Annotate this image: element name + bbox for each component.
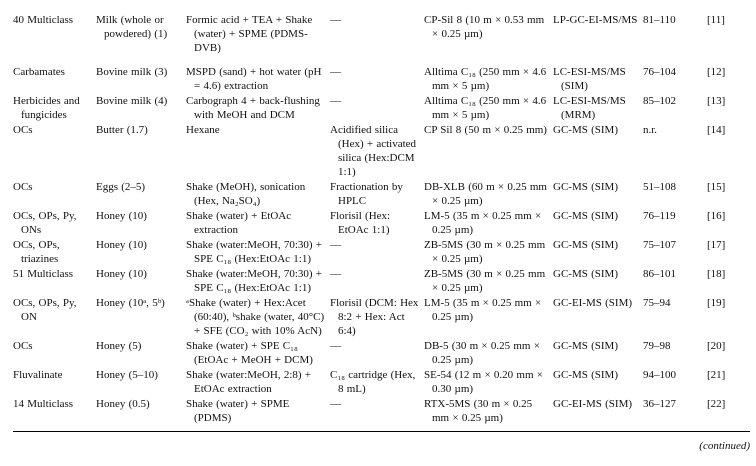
cell-analytes: Herbicides and fungicides xyxy=(13,95,80,121)
cell-recovery: 85–102 xyxy=(643,95,676,107)
cell-cleanup: — xyxy=(330,14,341,26)
cell-matrix: Eggs (2–5) xyxy=(96,181,146,193)
cell-analytes: OCs, OPs, Py, ONs xyxy=(13,210,77,236)
cell-column: LM-5 (35 m × 0.25 mm × 0.25 µm) xyxy=(424,210,542,236)
cell-detection: GC-MS (SIM) xyxy=(553,239,618,251)
cell-detection: GC-MS (SIM) xyxy=(553,181,618,193)
cell-matrix: Bovine milk (4) xyxy=(96,95,168,107)
cell-recovery: 51–108 xyxy=(643,181,676,193)
cell-reference: [11] xyxy=(707,14,725,26)
continued-note: (continued) xyxy=(699,440,750,452)
cell-reference: [22] xyxy=(707,398,726,410)
cell-reference: [19] xyxy=(707,297,726,309)
cell-extraction: Shake (water:MeOH, 2:8) + EtOAc extraction xyxy=(186,369,312,395)
cell-cleanup: — xyxy=(330,398,341,410)
cell-detection: GC-EI-MS (SIM) xyxy=(553,398,633,410)
table-row xyxy=(13,296,750,339)
cell-cleanup: — xyxy=(330,239,341,251)
cell-analytes: 14 Multiclass xyxy=(13,398,74,410)
cell-cleanup: — xyxy=(330,66,341,78)
cell-cleanup: — xyxy=(330,95,341,107)
table-row xyxy=(13,123,750,180)
table-row xyxy=(13,397,750,426)
cell-extraction: Shake (MeOH), sonication (Hex, Na₂SO₄) xyxy=(186,181,306,207)
cell-analytes: 40 Multiclass xyxy=(13,14,74,26)
cell-reference: [14] xyxy=(707,124,726,136)
cell-detection: GC-MS (SIM) xyxy=(553,369,618,381)
table-row xyxy=(13,13,750,65)
cell-column: Alltima C₁₈ (250 mm × 4.6 mm × 5 µm) xyxy=(424,66,547,92)
cell-analytes: OCs xyxy=(13,181,33,193)
cell-matrix: Honey (5) xyxy=(96,340,142,352)
cell-cleanup: C₁₈ cartridge (Hex, 8 mL) xyxy=(330,369,416,395)
cell-extraction: MSPD (sand) + hot water (pH = 4.6) extraction xyxy=(186,66,322,92)
cell-column: Alltima C₁₈ (250 mm × 4.6 mm × 5 µm) xyxy=(424,95,547,121)
cell-matrix: Honey (0.5) xyxy=(96,398,150,410)
table-row xyxy=(13,339,750,368)
table-row xyxy=(13,267,750,296)
cell-cleanup: Florisil (Hex: EtOAc 1:1) xyxy=(330,210,391,236)
methods-table xyxy=(13,13,750,426)
cell-extraction: Shake (water) + SPE C₁₈ (EtOAc + MeOH + DCM) xyxy=(186,340,313,366)
cell-reference: [21] xyxy=(707,369,726,381)
table-bottom-rule xyxy=(13,431,750,432)
cell-column: LM-5 (35 m × 0.25 mm × 0.25 µm) xyxy=(424,297,542,323)
table-row xyxy=(13,65,750,94)
cell-analytes: Carbamates xyxy=(13,66,65,78)
cell-matrix: Milk (whole or powdered) (1) xyxy=(96,14,168,40)
table-row xyxy=(13,238,750,267)
cell-recovery: 75–94 xyxy=(643,297,671,309)
cell-matrix: Butter (1.7) xyxy=(96,124,148,136)
cell-detection: GC-MS (SIM) xyxy=(553,210,618,222)
cell-cleanup: Florisil (DCM: Hex 8:2 + Hex: Act 6:4) xyxy=(330,297,419,337)
cell-column: ZB-5MS (30 m × 0.25 mm × 0.25 µm) xyxy=(424,268,546,294)
cell-extraction: Formic acid + TEA + Shake (water) + SPME (PDMS-DVB) xyxy=(186,14,313,54)
cell-matrix: Honey (10) xyxy=(96,239,147,251)
cell-detection: LC-ESI-MS/MS (MRM) xyxy=(553,95,626,121)
cell-column: DB-XLB (60 m × 0.25 mm × 0.25 µm) xyxy=(424,181,547,207)
cell-cleanup: — xyxy=(330,340,341,352)
cell-reference: [13] xyxy=(707,95,726,107)
cell-recovery: 76–119 xyxy=(643,210,676,222)
cell-analytes: OCs xyxy=(13,340,33,352)
cell-matrix: Honey (10ᵃ, 5ᵇ) xyxy=(96,297,165,309)
cell-matrix: Bovine milk (3) xyxy=(96,66,168,78)
cell-recovery: 75–107 xyxy=(643,239,676,251)
cell-extraction: Shake (water:MeOH, 70:30) + SPE C₁₈ (Hex:EtOAc 1:1) xyxy=(186,239,323,265)
cell-reference: [12] xyxy=(707,66,726,78)
cell-extraction: Carbograph 4 + back-flushing with MeOH and DCM xyxy=(186,95,320,121)
cell-column: ZB-5MS (30 m × 0.25 mm × 0.25 µm) xyxy=(424,239,546,265)
cell-column: RTX-5MS (30 m × 0.25 mm × 0.25 µm) xyxy=(424,398,533,424)
cell-recovery: 36–127 xyxy=(643,398,676,410)
cell-analytes: OCs xyxy=(13,124,33,136)
cell-recovery: 81–110 xyxy=(643,14,676,26)
cell-column: CP-Sil 8 (10 m × 0.53 mm × 0.25 µm) xyxy=(424,14,545,40)
cell-detection: GC-EI-MS (SIM) xyxy=(553,297,633,309)
cell-reference: [16] xyxy=(707,210,726,222)
cell-analytes: OCs, OPs, Py, ON xyxy=(13,297,77,323)
cell-matrix: Honey (5–10) xyxy=(96,369,158,381)
cell-detection: LP-GC-EI-MS/MS xyxy=(553,14,638,26)
cell-cleanup: Acidified silica (Hex) + activated silica (Hex:DCM 1:1) xyxy=(330,124,417,178)
cell-extraction: Shake (water) + SPME (PDMS) xyxy=(186,398,290,424)
table-row xyxy=(13,94,750,123)
table-row xyxy=(13,368,750,397)
cell-cleanup: — xyxy=(330,268,341,280)
cell-analytes: OCs, OPs, triazines xyxy=(13,239,60,265)
cell-detection: GC-MS (SIM) xyxy=(553,268,618,280)
table-row xyxy=(13,209,750,238)
cell-cleanup: Fractionation by HPLC xyxy=(330,181,403,207)
cell-detection: LC-ESI-MS/MS (SIM) xyxy=(553,66,626,92)
cell-recovery: 79–98 xyxy=(643,340,671,352)
cell-reference: [18] xyxy=(707,268,726,280)
cell-extraction: Shake (water:MeOH, 70:30) + SPE C₁₈ (Hex:EtOAc 1:1) xyxy=(186,268,323,294)
cell-column: DB-5 (30 m × 0.25 mm × 0.25 µm) xyxy=(424,340,540,366)
cell-recovery: 94–100 xyxy=(643,369,676,381)
cell-extraction: ᵃShake (water) + Hex:Acet (60:40), ᵇshake (water, 40°C) + SFE (CO₂ with 10% AcN) xyxy=(186,297,325,337)
cell-matrix: Honey (10) xyxy=(96,210,147,222)
cell-analytes: 51 Multiclass xyxy=(13,268,74,280)
cell-recovery: 76–104 xyxy=(643,66,676,78)
cell-column: CP Sil 8 (50 m × 0.25 mm) xyxy=(424,124,547,136)
cell-recovery: 86–101 xyxy=(643,268,676,280)
cell-analytes: Fluvalinate xyxy=(13,369,63,381)
cell-reference: [15] xyxy=(707,181,726,193)
cell-recovery: n.r. xyxy=(643,124,658,136)
cell-matrix: Honey (10) xyxy=(96,268,147,280)
cell-reference: [20] xyxy=(707,340,726,352)
cell-extraction: Hexane xyxy=(186,124,220,136)
cell-detection: GC-MS (SIM) xyxy=(553,340,618,352)
cell-detection: GC-MS (SIM) xyxy=(553,124,618,136)
cell-column: SE-54 (12 m × 0.20 mm × 0.30 µm) xyxy=(424,369,543,395)
table-body xyxy=(13,13,750,426)
cell-reference: [17] xyxy=(707,239,726,251)
cell-extraction: Shake (water) + EtOAc extraction xyxy=(186,210,292,236)
table-row xyxy=(13,180,750,209)
